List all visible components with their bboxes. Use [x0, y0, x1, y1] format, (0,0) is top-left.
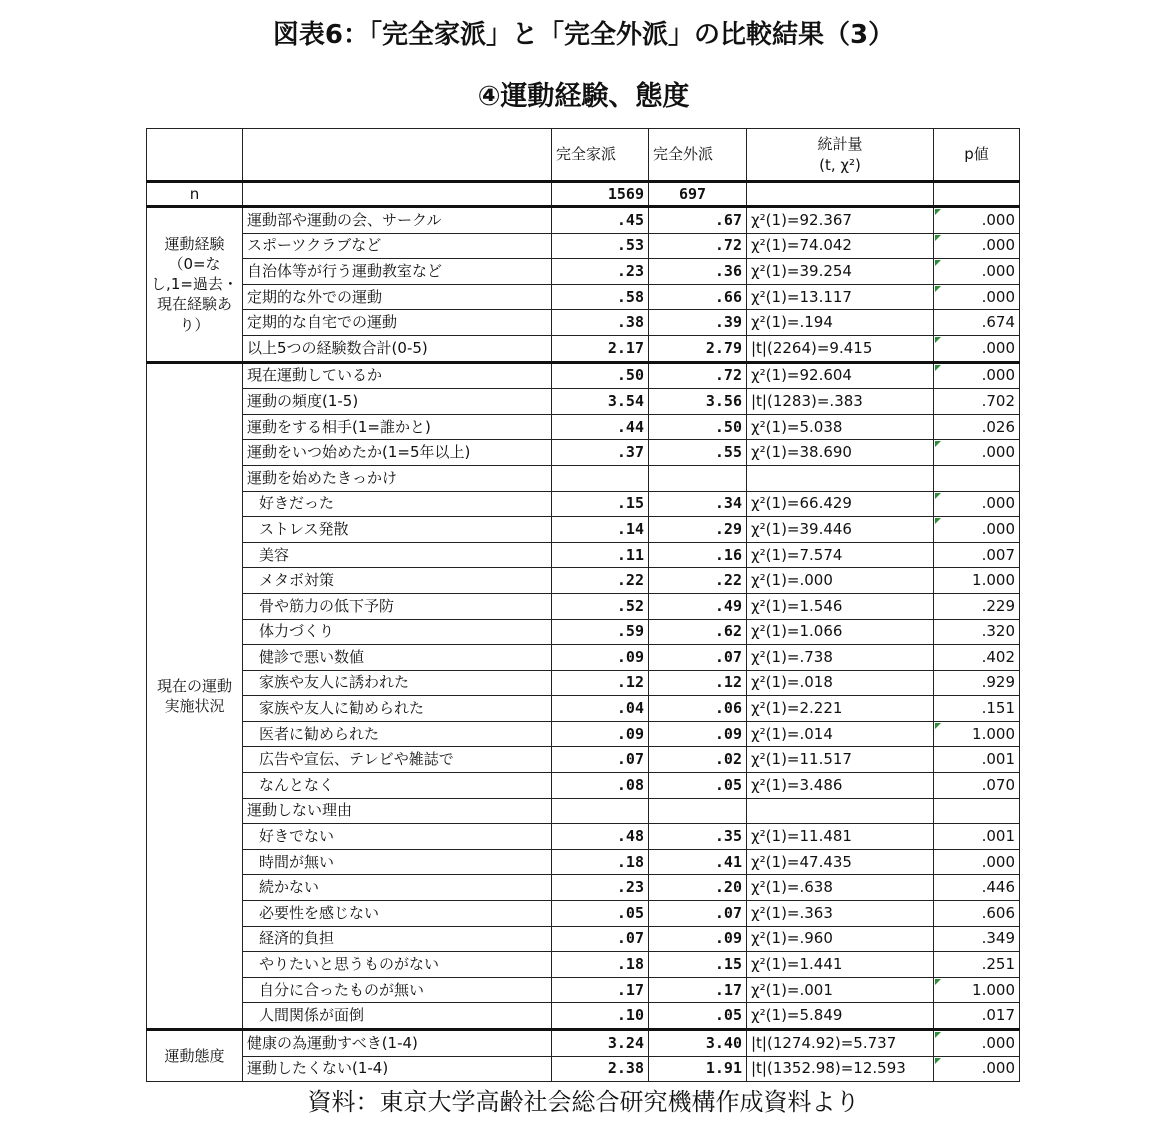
row-label: 運動をいつ始めたか(1=5年以上): [243, 440, 552, 466]
row-label: 定期的な外での運動: [243, 284, 552, 310]
table-row: [147, 389, 1020, 415]
n-value-a: 1569: [552, 182, 649, 207]
value-b: .49: [649, 593, 747, 619]
table-row: [147, 362, 1020, 389]
p-value: .320: [934, 619, 1020, 645]
header-blank: [147, 129, 243, 182]
value-a: .15: [552, 491, 649, 517]
statistic: χ²(1)=38.690: [747, 440, 934, 466]
row-label: なんとなく: [243, 773, 552, 799]
table-row: [147, 207, 1020, 234]
statistic: χ²(1)=92.604: [747, 362, 934, 389]
p-value: .001: [934, 747, 1020, 773]
statistic: χ²(1)=5.038: [747, 414, 934, 440]
table-row: [147, 901, 1020, 927]
value-b: .02: [649, 747, 747, 773]
value-a: 2.17: [552, 335, 649, 362]
row-label: 以上5つの経験数合計(0-5): [243, 335, 552, 362]
statistic: χ²(1)=66.429: [747, 491, 934, 517]
table-row: [147, 798, 1020, 824]
value-a: .08: [552, 773, 649, 799]
table-row: [147, 926, 1020, 952]
value-a: .09: [552, 645, 649, 671]
value-a: .10: [552, 1003, 649, 1030]
group-label: 現在の運動実施状況: [147, 362, 243, 1029]
value-b: .36: [649, 259, 747, 285]
table-row: [147, 773, 1020, 799]
statistic: χ²(1)=92.367: [747, 207, 934, 234]
row-label: メタボ対策: [243, 568, 552, 594]
cell-marker-icon: [935, 235, 941, 241]
value-b: .05: [649, 773, 747, 799]
table-row: [147, 747, 1020, 773]
table-row: [147, 491, 1020, 517]
cell-marker-icon: [935, 979, 941, 985]
value-a: 2.38: [552, 1056, 649, 1082]
n-blank: [934, 182, 1020, 207]
table-row: [147, 465, 1020, 491]
value-a: .22: [552, 568, 649, 594]
p-value: [934, 798, 1020, 824]
value-a: .05: [552, 901, 649, 927]
row-label: 運動の頻度(1-5): [243, 389, 552, 415]
value-a: .07: [552, 926, 649, 952]
header-p: p値: [934, 129, 1020, 182]
p-value: .000: [934, 1056, 1020, 1082]
cell-marker-icon: [935, 209, 941, 215]
p-value: .000: [934, 233, 1020, 259]
row-label: 自分に合ったものが無い: [243, 977, 552, 1003]
row-label: 経済的負担: [243, 926, 552, 952]
cell-marker-icon: [935, 518, 941, 524]
statistic: χ²(1)=.194: [747, 310, 934, 336]
value-b: .34: [649, 491, 747, 517]
value-a: .17: [552, 977, 649, 1003]
statistic: χ²(1)=.960: [747, 926, 934, 952]
n-row: [147, 182, 1020, 207]
value-b: .66: [649, 284, 747, 310]
p-value: .674: [934, 310, 1020, 336]
value-b: .29: [649, 517, 747, 543]
value-b: .22: [649, 568, 747, 594]
p-value: .229: [934, 593, 1020, 619]
value-a: .59: [552, 619, 649, 645]
table-row: [147, 977, 1020, 1003]
comparison-table: [146, 128, 1020, 1082]
p-value: .017: [934, 1003, 1020, 1030]
header-stat: [747, 129, 934, 182]
p-value: .402: [934, 645, 1020, 671]
row-label: 家族や友人に誘われた: [243, 670, 552, 696]
statistic: χ²(1)=3.486: [747, 773, 934, 799]
p-value: .702: [934, 389, 1020, 415]
p-value: .151: [934, 696, 1020, 722]
row-label: 健診で悪い数値: [243, 645, 552, 671]
p-value: .000: [934, 207, 1020, 234]
n-blank: [243, 182, 552, 207]
row-label: やりたいと思うものがない: [243, 952, 552, 978]
row-label: スポーツクラブなど: [243, 233, 552, 259]
p-value: .007: [934, 542, 1020, 568]
value-b: .39: [649, 310, 747, 336]
value-a: .09: [552, 721, 649, 747]
value-a: .52: [552, 593, 649, 619]
p-value: .000: [934, 440, 1020, 466]
value-b: .07: [649, 901, 747, 927]
value-b: 3.56: [649, 389, 747, 415]
row-label: 現在運動しているか: [243, 362, 552, 389]
row-label: 健康の為運動すべき(1-4): [243, 1030, 552, 1057]
table-row: [147, 593, 1020, 619]
table-row: [147, 335, 1020, 362]
value-b: .20: [649, 875, 747, 901]
group-label: 運動態度: [147, 1030, 243, 1082]
statistic: χ²(1)=39.254: [747, 259, 934, 285]
table-row: [147, 1030, 1020, 1057]
table-row: [147, 440, 1020, 466]
value-b: .41: [649, 849, 747, 875]
header-stat-line2: (t, χ²): [819, 155, 861, 174]
p-value: .000: [934, 362, 1020, 389]
table-row: [147, 952, 1020, 978]
table-row: [147, 542, 1020, 568]
cell-marker-icon: [935, 365, 941, 371]
statistic: χ²(1)=1.546: [747, 593, 934, 619]
statistic: χ²(1)=.638: [747, 875, 934, 901]
value-a: .18: [552, 952, 649, 978]
row-label: 人間関係が面倒: [243, 1003, 552, 1030]
row-label: 運動を始めたきっかけ: [243, 465, 552, 491]
value-b: 1.91: [649, 1056, 747, 1082]
value-b: 3.40: [649, 1030, 747, 1057]
row-label: 続かない: [243, 875, 552, 901]
statistic: χ²(1)=5.849: [747, 1003, 934, 1030]
value-b: .16: [649, 542, 747, 568]
table-row: [147, 849, 1020, 875]
p-value: .606: [934, 901, 1020, 927]
statistic: χ²(1)=.001: [747, 977, 934, 1003]
table-row: [147, 1056, 1020, 1082]
value-a: 3.54: [552, 389, 649, 415]
table-row: [147, 568, 1020, 594]
row-label: 定期的な自宅での運動: [243, 310, 552, 336]
cell-marker-icon: [935, 286, 941, 292]
value-b: [649, 465, 747, 491]
value-a: [552, 465, 649, 491]
cell-marker-icon: [935, 1058, 941, 1064]
value-b: .09: [649, 926, 747, 952]
row-label: 運動をする相手(1=誰かと): [243, 414, 552, 440]
table-row: [147, 619, 1020, 645]
value-a: .14: [552, 517, 649, 543]
header-stat-line1: 統計量: [817, 134, 863, 153]
row-label: 自治体等が行う運動教室など: [243, 259, 552, 285]
p-value: .000: [934, 335, 1020, 362]
cell-marker-icon: [935, 493, 941, 499]
statistic: χ²(1)=11.517: [747, 747, 934, 773]
value-a: .12: [552, 670, 649, 696]
statistic: χ²(1)=.018: [747, 670, 934, 696]
statistic: χ²(1)=74.042: [747, 233, 934, 259]
row-label: 時間が無い: [243, 849, 552, 875]
p-value: 1.000: [934, 721, 1020, 747]
header-col-a: 完全家派: [552, 129, 649, 182]
value-a: .37: [552, 440, 649, 466]
value-b: .55: [649, 440, 747, 466]
value-b: .05: [649, 1003, 747, 1030]
header-blank: [243, 129, 552, 182]
p-value: [934, 465, 1020, 491]
p-value: .026: [934, 414, 1020, 440]
statistic: |t|(1352.98)=12.593: [747, 1056, 934, 1082]
value-a: .23: [552, 259, 649, 285]
table-row: [147, 645, 1020, 671]
value-a: .58: [552, 284, 649, 310]
value-a: [552, 798, 649, 824]
value-b: .12: [649, 670, 747, 696]
p-value: .929: [934, 670, 1020, 696]
group-label: 運動経験（0=なし,1=過去・現在経験あり）: [147, 207, 243, 363]
table-row: [147, 284, 1020, 310]
table-row: [147, 310, 1020, 336]
statistic: [747, 465, 934, 491]
value-a: .18: [552, 849, 649, 875]
p-value: .070: [934, 773, 1020, 799]
table-row: [147, 824, 1020, 850]
statistic: χ²(1)=13.117: [747, 284, 934, 310]
value-b: .06: [649, 696, 747, 722]
cell-marker-icon: [935, 723, 941, 729]
statistic: χ²(1)=.738: [747, 645, 934, 671]
source-note: 資料：東京大学高齢社会総合研究機構作成資料より: [307, 1088, 860, 1116]
cell-marker-icon: [935, 260, 941, 266]
p-value: .446: [934, 875, 1020, 901]
table-row: [147, 875, 1020, 901]
cell-marker-icon: [935, 1032, 941, 1038]
statistic: χ²(1)=1.066: [747, 619, 934, 645]
statistic: χ²(1)=.014: [747, 721, 934, 747]
value-b: .67: [649, 207, 747, 234]
statistic: χ²(1)=47.435: [747, 849, 934, 875]
p-value: .001: [934, 824, 1020, 850]
value-b: .72: [649, 233, 747, 259]
value-a: .48: [552, 824, 649, 850]
value-a: 3.24: [552, 1030, 649, 1057]
value-b: .72: [649, 362, 747, 389]
row-label: 必要性を感じない: [243, 901, 552, 927]
figure-title: 図表6：「完全家派」と「完全外派」の比較結果（3）: [272, 20, 895, 50]
n-label: n: [147, 182, 243, 207]
value-b: [649, 798, 747, 824]
table-row: [147, 414, 1020, 440]
cell-marker-icon: [935, 441, 941, 447]
p-value: .000: [934, 284, 1020, 310]
figure-subtitle: ④運動経験、態度: [477, 81, 690, 112]
cell-marker-icon: [935, 337, 941, 343]
row-label: 体力づくり: [243, 619, 552, 645]
statistic: χ²(1)=.363: [747, 901, 934, 927]
value-b: .50: [649, 414, 747, 440]
row-label: 家族や友人に勧められた: [243, 696, 552, 722]
statistic: χ²(1)=7.574: [747, 542, 934, 568]
header-col-b: 完全外派: [649, 129, 747, 182]
p-value: .000: [934, 517, 1020, 543]
table-row: [147, 696, 1020, 722]
value-b: .17: [649, 977, 747, 1003]
statistic: |t|(1283)=.383: [747, 389, 934, 415]
row-label: 運動部や運動の会、サークル: [243, 207, 552, 234]
value-a: .07: [552, 747, 649, 773]
n-blank: [747, 182, 934, 207]
p-value: .349: [934, 926, 1020, 952]
table-row: [147, 721, 1020, 747]
p-value: 1.000: [934, 568, 1020, 594]
p-value: .000: [934, 1030, 1020, 1057]
table-row: [147, 259, 1020, 285]
value-b: .07: [649, 645, 747, 671]
table-row: [147, 233, 1020, 259]
statistic: [747, 798, 934, 824]
p-value: .000: [934, 849, 1020, 875]
row-label: 広告や宣伝、テレビや雑誌で: [243, 747, 552, 773]
n-value-b: 697: [649, 182, 747, 207]
statistic: |t|(1274.92)=5.737: [747, 1030, 934, 1057]
row-label: 好きだった: [243, 491, 552, 517]
row-label: 美容: [243, 542, 552, 568]
table-row: [147, 1003, 1020, 1030]
p-value: .251: [934, 952, 1020, 978]
row-label: 運動しない理由: [243, 798, 552, 824]
statistic: χ²(1)=1.441: [747, 952, 934, 978]
value-a: .45: [552, 207, 649, 234]
row-label: 好きでない: [243, 824, 552, 850]
statistic: χ²(1)=11.481: [747, 824, 934, 850]
row-label: 運動したくない(1-4): [243, 1056, 552, 1082]
value-b: .15: [649, 952, 747, 978]
value-a: .50: [552, 362, 649, 389]
value-a: .44: [552, 414, 649, 440]
value-b: .09: [649, 721, 747, 747]
header-row: [147, 129, 1020, 182]
table-row: [147, 517, 1020, 543]
row-label: 医者に勧められた: [243, 721, 552, 747]
value-a: .04: [552, 696, 649, 722]
statistic: χ²(1)=39.446: [747, 517, 934, 543]
value-b: 2.79: [649, 335, 747, 362]
value-a: .38: [552, 310, 649, 336]
value-a: .23: [552, 875, 649, 901]
value-b: .62: [649, 619, 747, 645]
row-label: ストレス発散: [243, 517, 552, 543]
value-a: .11: [552, 542, 649, 568]
value-a: .53: [552, 233, 649, 259]
p-value: .000: [934, 491, 1020, 517]
value-b: .35: [649, 824, 747, 850]
row-label: 骨や筋力の低下予防: [243, 593, 552, 619]
statistic: |t|(2264)=9.415: [747, 335, 934, 362]
p-value: 1.000: [934, 977, 1020, 1003]
statistic: χ²(1)=.000: [747, 568, 934, 594]
table-row: [147, 670, 1020, 696]
statistic: χ²(1)=2.221: [747, 696, 934, 722]
p-value: .000: [934, 259, 1020, 285]
